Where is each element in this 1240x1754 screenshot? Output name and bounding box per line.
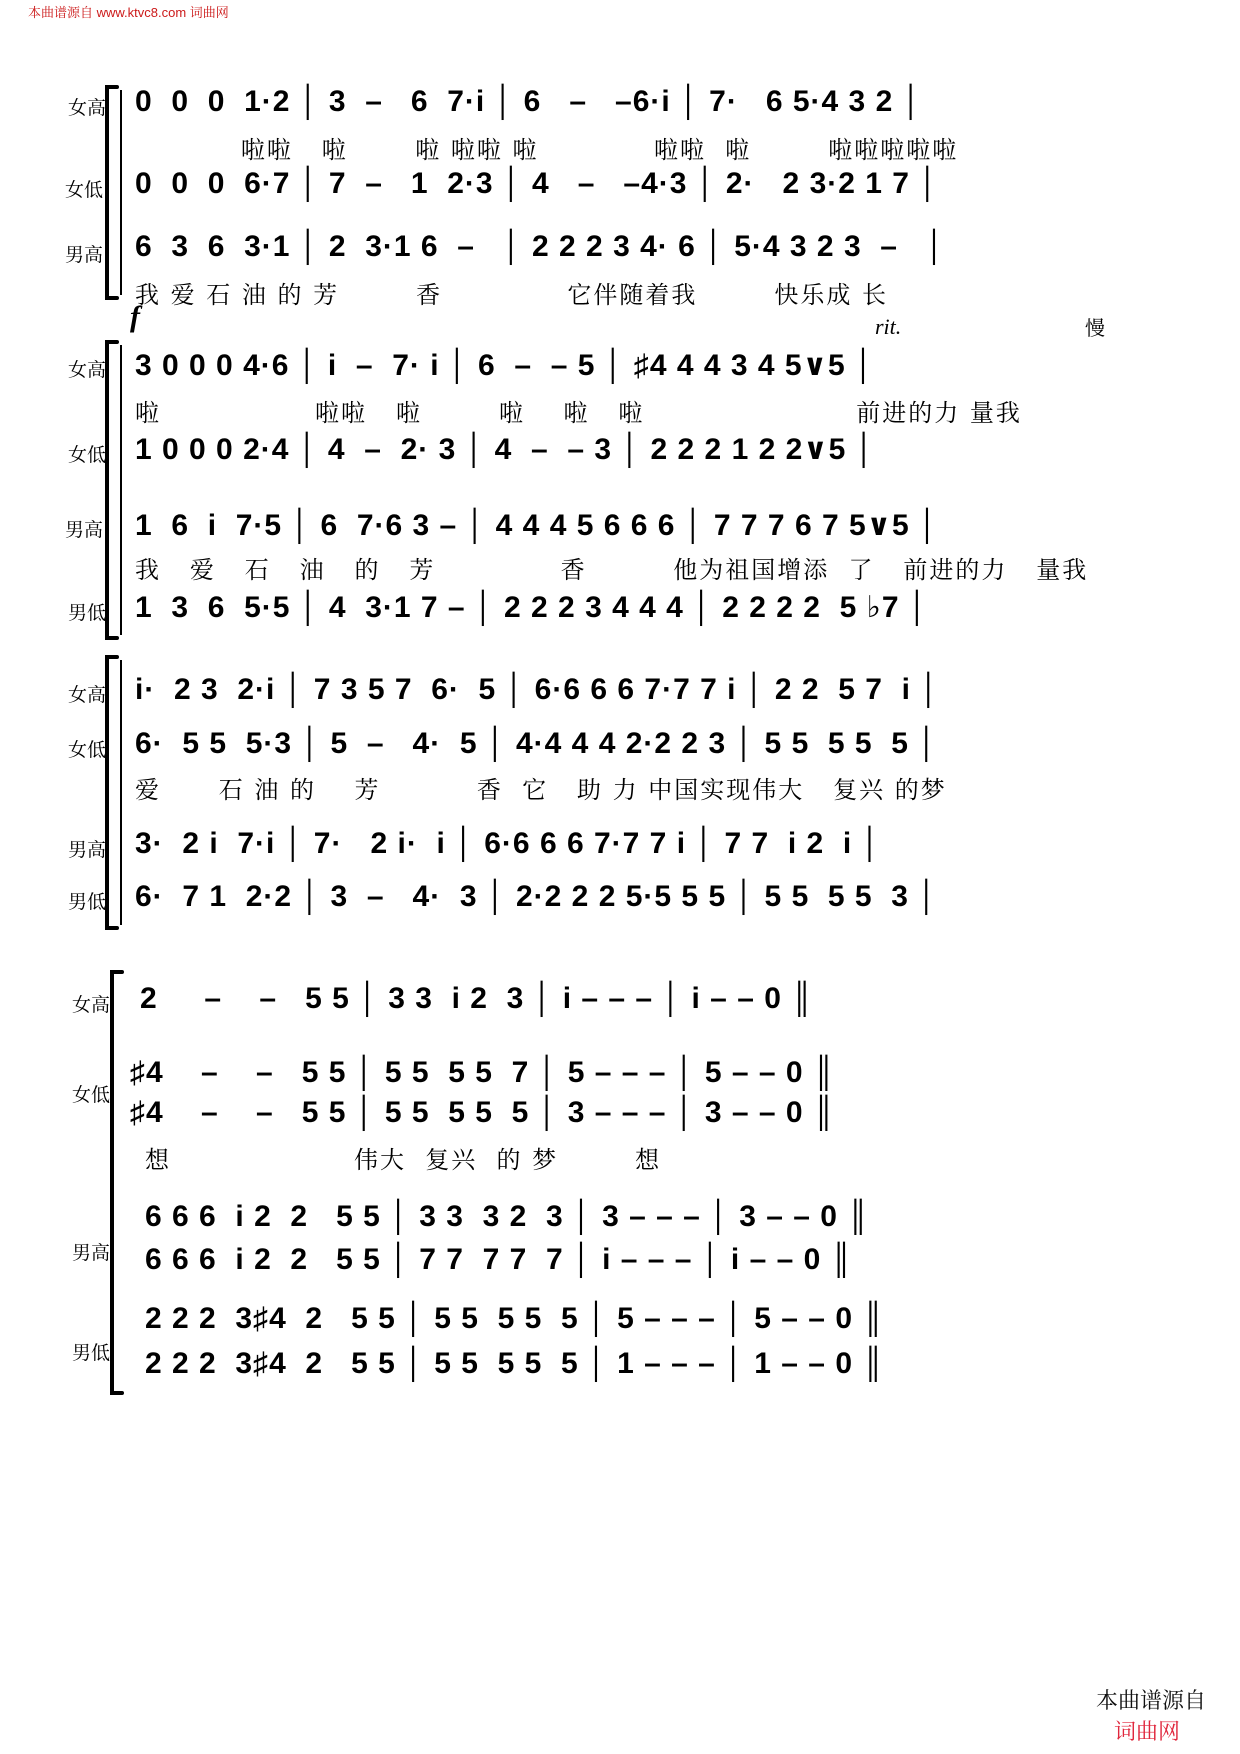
ritardando-mark: rit. <box>875 314 902 339</box>
tenor-notes: 3· 2 i 7·i │ 7· 2 i· i │ 6·6 6 6 7·7 7 i │ 7 7 i 2 i │ <box>135 827 882 860</box>
tenor-lyric: 我 爱 石 油 的 芳 香 它伴随着我 快乐成 长 <box>135 281 889 309</box>
alto-upper-notes: ♯4 – – 5 5 │ 5 5 5 5 7 │ 5 – – – │ 5 – – 0 ║ <box>130 1056 836 1089</box>
voice-label-tenor: 男高 <box>72 1243 111 1264</box>
voice-label-bass: 男低 <box>68 892 107 913</box>
system-4 <box>0 960 1240 1400</box>
dynamic-forte: f <box>130 300 140 333</box>
staff-bracket <box>120 90 122 295</box>
soprano-notes: i· 2 3 2·i │ 7 3 5 7 6· 5 │ 6·6 6 6 7·7 7 i │ 2 2 5 7 i │ <box>135 673 941 706</box>
soprano-notes: 0 0 0 1·2 │ 3 – 6 7·i │ 6 – –6·i │ 7· 6 5·4 3 2 │ <box>135 85 923 118</box>
tenor-upper-notes: 6 6 6 i 2 2 5 5 │ 3 3 3 2 3 │ 3 – – – │ 3 – – 0 ║ <box>145 1200 870 1233</box>
system-bracket <box>110 970 114 1395</box>
staff-bracket <box>120 345 122 635</box>
bass-notes: 6· 7 1 2·2 │ 3 – 4· 3 │ 2·2 2 2 5·5 5 5 │ 5 5 5 5 3 │ <box>135 880 939 913</box>
bass-lower-notes: 2 2 2 3♯4 2 5 5 │ 5 5 5 5 5 │ 1 – – – │ 1 – – 0 ║ <box>145 1347 885 1380</box>
voice-label-bass: 男低 <box>68 603 107 624</box>
voice-label-alto: 女低 <box>68 445 107 466</box>
system-3 <box>0 645 1240 930</box>
voice-label-alto: 女低 <box>72 1085 111 1106</box>
voice-label-soprano: 女高 <box>68 685 107 706</box>
alto-notes: 6· 5 5 5·3 │ 5 – 4· 5 │ 4·4 4 4 2·2 2 3 │ 5 5 5 5 5 │ <box>135 727 939 760</box>
voice-label-soprano: 女高 <box>68 98 107 119</box>
voice-label-bass: 男低 <box>72 1343 111 1364</box>
watermark-bottom-left: 本曲谱源自 <box>1095 1688 1206 1713</box>
bass-notes: 1 3 6 5·5 │ 4 3·1 7 – │ 2 2 2 3 4 4 4 │ 2 2 2 2 5 ♭7 │ <box>135 591 929 624</box>
soprano-notes: 3 0 0 0 4·6 │ i – 7· i │ 6 – – 5 │ ♯4 4 4 3 4 5∨5 │ <box>135 349 875 382</box>
alto-lower-notes: ♯4 – – 5 5 │ 5 5 5 5 5 │ 3 – – – │ 3 – – 0 ║ <box>130 1096 836 1129</box>
soprano-lyric: 啦 啦啦 啦 啦 啦 啦 前进的力 量我 <box>135 399 1022 427</box>
alto-lyric: 爱 石 油 的 芳 香 它 助 力 中国实现伟大 复兴 的梦 <box>135 776 947 804</box>
tenor-notes: 1 6 i 7·5 │ 6 7·6 3 – │ 4 4 4 5 6 6 6 │ 7 7 7 6 7 5∨5 │ <box>135 509 939 542</box>
voice-label-alto: 女低 <box>68 740 107 761</box>
voice-label-tenor: 男高 <box>65 520 104 541</box>
tenor-notes: 6 3 6 3·1 │ 2 3·1 6 – │ 2 2 2 3 4· 6 │ 5·4 3 2 3 – │ <box>135 230 946 263</box>
alto-notes: 1 0 0 0 2·4 │ 4 – 2· 3 │ 4 – – 3 │ 2 2 2 1 2 2∨5 │ <box>135 433 876 466</box>
voice-label-soprano: 女高 <box>68 360 107 381</box>
watermark-bottom-right: 词曲网 <box>1113 1719 1180 1744</box>
voice-label-tenor: 男高 <box>68 840 107 861</box>
watermark-top: 本曲谱源自 www.ktvc8.com 词曲网 <box>28 5 229 20</box>
watermark-bottom <box>1084 1658 1206 1746</box>
soprano-notes: 2 – – 5 5 │ 3 3 i 2 3 │ i – – – │ i – – 0 ║ <box>140 982 814 1015</box>
system-1 <box>0 75 1240 309</box>
system-bracket <box>105 340 109 640</box>
staff-bracket <box>120 660 122 925</box>
voice-label-soprano: 女高 <box>72 995 111 1016</box>
system-2 <box>0 300 1240 640</box>
tenor-lower-notes: 6 6 6 i 2 2 5 5 │ 7 7 7 7 7 │ i – – – │ i – – 0 ║ <box>145 1243 853 1276</box>
voice-label-tenor: 男高 <box>65 245 104 266</box>
alto-lyric: 想 伟大 复兴 的 梦 想 <box>145 1146 662 1174</box>
voice-label-alto: 女低 <box>65 180 104 201</box>
bass-upper-notes: 2 2 2 3♯4 2 5 5 │ 5 5 5 5 5 │ 5 – – – │ 5 – – 0 ║ <box>145 1302 885 1335</box>
alto-notes: 0 0 0 6·7 │ 7 – 1 2·3 │ 4 – –4·3 │ 2· 2 3·2 1 7 │ <box>135 167 940 200</box>
tenor-lyric: 我 爱 石 油 的 芳 香 他为祖国增添 了 前进的力 量我 <box>135 556 1089 584</box>
soprano-lyric: 啦啦 啦 啦 啦啦 啦 啦啦 啦 啦啦啦啦啦 <box>135 136 959 164</box>
tempo-slow-mark: 慢 <box>1085 318 1105 340</box>
